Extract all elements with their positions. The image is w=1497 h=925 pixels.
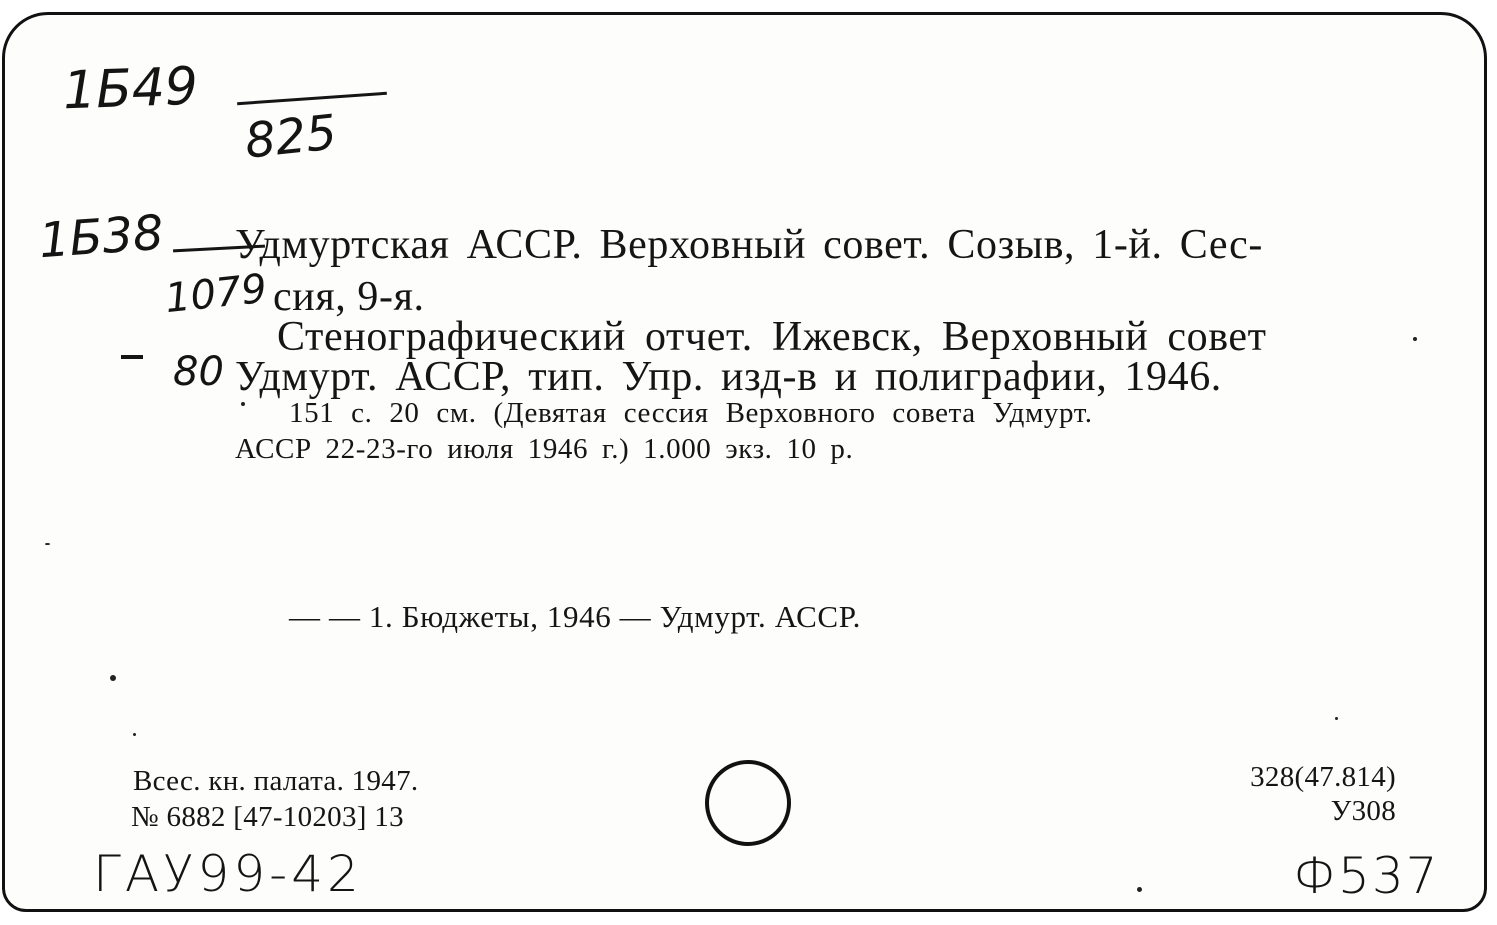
subject-heading: — — 1. Бюджеты, 1946 — Удмурт. АССР. bbox=[289, 599, 862, 634]
author-mark: У308 bbox=[1330, 795, 1396, 827]
speck bbox=[1335, 717, 1338, 720]
title-line: Стенографический отчет. Ижевск, Верховный совет bbox=[277, 314, 1267, 360]
shelf-mark-top: 1Б49 bbox=[61, 56, 199, 122]
classification-number: 328(47.814) bbox=[1250, 761, 1396, 793]
collation-line-1: 151 с. 20 см. (Девятая сессия Верховного совета Удмурт. bbox=[289, 397, 1093, 429]
speck bbox=[45, 543, 50, 545]
speck bbox=[110, 675, 116, 681]
side-dash bbox=[121, 355, 143, 359]
shelf-mark-top-rule bbox=[237, 92, 387, 105]
registration-number: № 6882 [47-10203] 13 bbox=[131, 801, 404, 833]
speck bbox=[241, 402, 245, 406]
punch-hole bbox=[705, 760, 791, 846]
heading-line-2: сия, 9-я. bbox=[273, 274, 425, 320]
heading-line-1: Удмуртская АССР. Верховный совет. Созыв, 1-й. Сес- bbox=[235, 222, 1263, 268]
fond-mark: Ф537 bbox=[1293, 847, 1440, 905]
speck bbox=[1137, 887, 1142, 892]
shelf-mark-mid: 1Б38 bbox=[37, 204, 166, 270]
catalog-card bbox=[2, 12, 1487, 912]
archive-mark: ГАУ99-42 bbox=[93, 845, 363, 903]
speck bbox=[1413, 337, 1417, 341]
shelf-mark-top-sub: 825 bbox=[242, 104, 340, 170]
speck bbox=[133, 733, 136, 736]
chamber-line: Всес. кн. палата. 1947. bbox=[133, 765, 419, 797]
imprint-line: Удмурт. АССР, тип. Упр. изд-в и полиграфии, 1946. bbox=[235, 354, 1222, 400]
collation-line-2: АССР 22-23-го июля 1946 г.) 1.000 экз. 10 р. bbox=[235, 433, 854, 465]
side-note: 80 bbox=[173, 349, 224, 395]
shelf-mark-mid-sub: 1079 bbox=[162, 265, 269, 323]
